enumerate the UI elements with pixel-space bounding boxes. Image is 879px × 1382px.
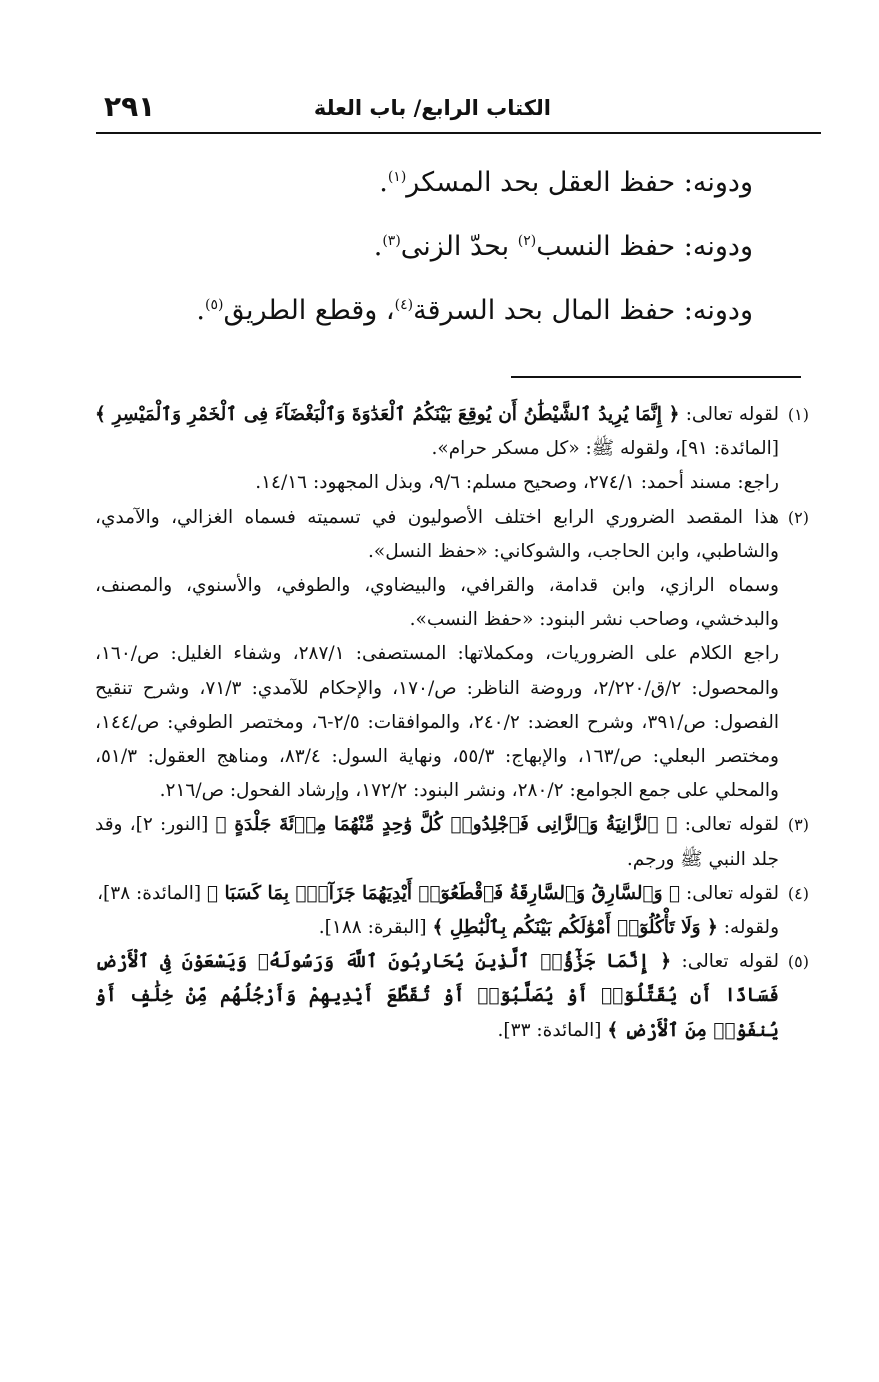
footnote-text: [البقرة: ١٨٨]. <box>318 917 433 939</box>
footnote-number: (٥) <box>787 952 809 972</box>
quran-verse: ﴿ وَلَا تَأْكُلُوٓا۟ أَمْوَٰلَكُم بَيْنَكُم بِٱلْبَٰطِلِ ﴾ <box>432 917 718 939</box>
main-line-text: ودونه: حفظ العقل بحد المسكر <box>406 167 753 198</box>
footnote-number: (١) <box>787 405 809 424</box>
footnote-text: ولقوله: <box>717 917 779 939</box>
main-line-text: ودونه: حفظ المال بحد السرقة <box>413 295 753 326</box>
footnote-4 <box>95 877 809 945</box>
main-line-text: . <box>379 167 388 198</box>
quran-verse: ﴿ ٱلزَّانِيَةُ وَٱلزَّانِى فَٱجْلِدُوا۟ كُلَّ وَٰحِدٍ مِّنْهُمَا مِا۟ئَةَ جَلْدَةٍ ﴾ <box>215 814 678 836</box>
footnote-paragraph: وسماه الرازي، وابن قدامة، والقرافي، والبيضاوي، والطوفي، والأسنوي، والمصنف، والبدخشي، وصاحب نشر البنود: «حفظ النسب». <box>95 575 779 631</box>
footnote-ref-5[interactable]: (٥) <box>205 297 224 313</box>
page-header <box>96 92 821 134</box>
footnote-text: لقوله تعالى: <box>680 882 779 904</box>
footnote-paragraph: هذا المقصد الضروري الرابع اختلف الأصوليون في تسميته فسماه الغزالي، والآمدي، والشاطبي، وابن الحاجب، والشوكاني: «حفظ النسل». <box>95 506 779 562</box>
footnote-text: [النور: ٢]، وقد جلد النبي ﷺ ورجم. <box>95 814 779 870</box>
footnote-text: لقوله تعالى: <box>677 814 780 836</box>
running-title: الكتاب الرابع/ باب العلة <box>313 96 551 120</box>
main-line-text: بحدّ الزنى <box>400 231 518 262</box>
footnote-paragraph: راجع الكلام على الضروريات، ومكملاتها: المستصفى: ٢٨٧/١، وشفاء الغليل: ص/١٦٠، والمحصول: ٢/ق/٢/٢٢٠، وروضة الناظر: ص/١٧٠، والإحكام للآمدي: ٧١/٣، وشرح تنقيح الفصول: ص/٣٩١، وشرح العضد: ٢٤٠/٢، والموافقات: ٢/٥-٦، ومختصر الطوفي: ص/١٤٤، ومختصر البعلي: ص/١٦٣، والإبهاج: ٥٥/٣، ونهاية السول: ٨٣/٤، ومناهج العقول: ٥١/٣، والمحلي على جمع الجوامع: ٢٨٠/٢، ونشر البنود: ١٧٢/٢، وإرشاد الفحول: ص/٢١٦. <box>95 643 780 802</box>
footnote-text: [المائدة: ٣٨]، <box>97 882 208 904</box>
footnote-text: لقوله تعالى: <box>671 951 779 973</box>
footnote-text: [المائدة: ٩١]، ولقوله ﷺ: «كل مسكر حرام». <box>431 438 779 460</box>
footnote-text: لقوله تعالى: <box>679 404 779 425</box>
footnote-number: (٤) <box>787 883 809 903</box>
footnote-ref-2[interactable]: (٢) <box>517 233 537 249</box>
quran-verse: ﴿ إِنَّمَا جَزَٰٓؤُا۟ ٱلَّذِينَ يُحَارِبُونَ ٱللَّهَ وَرَسُولَهُۥ وَيَسْعَوْنَ فِى ٱلْأَرْضِ فَسَادًا أَن يُقَتَّلُوٓا۟ أَوْ يُصَلَّبُوٓا۟ أَوْ تُقَطَّعَ أَيْدِيهِمْ وَأَرْجُلُهُم مِّنْ خِلَٰفٍ أَوْ يُنفَوْا۟ مِنَ ٱلْأَرْضِ ﴾ <box>95 951 779 1041</box>
footnote-2 <box>95 501 809 809</box>
quran-verse: ﴿ وَٱلسَّارِقُ وَٱلسَّارِقَةُ فَٱقْطَعُوٓا۟ أَيْدِيَهُمَا جَزَآءًۢ بِمَا كَسَبَا ﴾ <box>207 882 681 904</box>
main-line-text: . <box>196 295 206 326</box>
main-line-2 <box>113 214 753 278</box>
footnote-ref-1[interactable]: (١) <box>387 169 407 185</box>
footnote-reference: راجع: مسند أحمد: ٢٧٤/١، وصحيح مسلم: ٩/٦، وبذل المجهود: ١٤/١٦. <box>255 472 779 494</box>
footnote-1 <box>95 398 809 501</box>
footnote-5 <box>95 945 809 1048</box>
main-line-text: . <box>373 231 383 262</box>
footnote-3 <box>95 808 809 876</box>
main-line-text: ودونه: حفظ النسب <box>536 231 753 262</box>
footnote-separator <box>511 376 801 378</box>
main-line-text: ، وقطع الطريق <box>223 295 395 326</box>
page-number: ٢٩١ <box>104 90 156 123</box>
footnote-number: (٣) <box>787 815 809 835</box>
main-text <box>113 150 753 342</box>
footnote-number: (٢) <box>787 507 809 527</box>
footnotes <box>95 398 809 1048</box>
quran-verse: ﴿ إِنَّمَا يُرِيدُ ٱلشَّيْطَٰنُ أَن يُوقِعَ بَيْنَكُمُ ٱلْعَدَٰوَةَ وَٱلْبَغْضَآءَ فِى ٱلْخَمْرِ وَٱلْمَيْسِرِ ﴾ <box>95 404 680 425</box>
main-line-3 <box>113 278 753 342</box>
footnote-text: [المائدة: ٣٣]. <box>497 1019 608 1041</box>
main-line-1 <box>113 150 753 214</box>
footnote-ref-3[interactable]: (٣) <box>382 233 401 249</box>
footnote-ref-4[interactable]: (٤) <box>394 297 414 313</box>
